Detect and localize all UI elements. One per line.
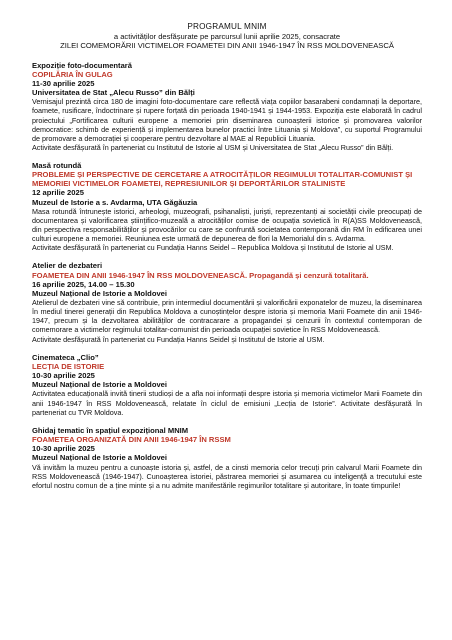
event-partners: Activitate desfășurată în parteneriat cu Fundația Hanns Seidel și Institutul de Istorie al USM. (32, 334, 325, 344)
event-kind: Masă rotundă (32, 160, 82, 170)
event-kind: Atelier de dezbateri (32, 261, 103, 271)
event-kind: Cinemateca „Clio” (32, 352, 99, 362)
event-partners: Activitate desfășurată în parteneriat cu Fundația Hanns Seidel – Republica Moldova și Institutul de Istorie al USM. (32, 243, 394, 253)
event-venue: Muzeul Național de Istorie a Moldovei (32, 288, 168, 298)
header-title: PROGRAMUL MNIM (187, 22, 267, 31)
event-title: PROBLEME ȘI PERSPECTIVE DE CERCETARE A ATROCITĂȚILOR REGIMULUI TOTALITAR-COMUNIST ȘI MEMORIEI VICTIMELOR FOAMETEI, REPRESIUNILOR ȘI DEPORTĂRILOR STALINISTE (32, 170, 413, 189)
event-kind: Expoziție foto-documentară (32, 60, 132, 70)
event-section-4 (32, 353, 422, 417)
event-title: LECȚIA DE ISTORIE (32, 361, 105, 371)
event-venue: Muzeul Național de Istorie a Moldovei (32, 380, 168, 390)
event-description: Vernisajul prezintă circa 180 de imagini foto-documentare care reflectă viața copiilor basarabeni condamnați la deportare, foamete, rusificare, îndoctrinare și rupere forțată din perioada 1940-1941 și 1944-1953. Expoziția este elaborată în cadrul proiectului „Fortificarea culturii europene a memoriei prin diseminarea cunoașterii istorice și promovarea valorilor democratice: schimb de experiență și implementarea bunelor practici între Lituania și Moldova”, cu suportul Programului de promovare a democrației și cooperare pentru dezvoltare al MAE al Republicii Lituania. (32, 97, 422, 143)
event-description: Vă invităm la muzeu pentru a cunoaște istoria și, astfel, de a cinsti memoria celor trecuți prin calvarul Marii Foamete din RSS Moldovenească (1946-1947). Cunoașterea istoriei, păstrarea memoriei și asumarea cu inteligență a trecutului este efortul nostru comun de a ține minte și a nu admite manifestările regimurilor totalitare și autoritare, în toate timpurile! (32, 462, 422, 490)
program-header (32, 22, 422, 51)
event-date: 12 aprilie 2025 (32, 188, 84, 198)
event-date: 11-30 aprilie 2025 (32, 78, 95, 88)
event-section-2 (32, 161, 422, 252)
event-section-5 (32, 426, 422, 490)
event-venue: Muzeul de Istorie a s. Avdarma, UTA Găgăuzia (32, 197, 198, 207)
event-title: FOAMETEA ORGANIZATĂ DIN ANII 1946-1947 ÎN RSSM (32, 434, 231, 444)
event-venue: Universitatea de Stat „Alecu Russo” din Bălți (32, 88, 195, 98)
event-date: 10-30 aprilie 2025 (32, 444, 95, 454)
event-description: Masa rotundă întrunește istorici, arheologi, muzeografi, psihanaliști, juriști, reprezentanți ai societății civile preocupați de documentarea și valorificarea științifico-muzeală a atrocităților comise de ocupația sovietică în R(A)SS Moldovenească, din perspectiva responsabilităților și provocărilor cu care se confruntă societatea contemporană din RM în edificarea unei culturi europene a memoriei. Reuniunea este urmată de depunerea de flori la Memorialul din s. Avdarma. (32, 206, 422, 244)
header-subtitle: a activităților desfășurate pe parcursul lunii aprilie 2025, consacrate (113, 31, 341, 41)
event-description: Activitatea educațională invită tinerii studioși de a afla noi informații despre istoria și memoria victimelor Marii Foamete din anii 1946-1947 în RSS Moldovenească, relatate în ciclul de emisiuni „Lecția de Istorie”. Activitate desfășurată în parteneriat cu TVR Moldova. (32, 389, 422, 417)
event-section-1 (32, 61, 422, 152)
event-description: Atelierul de dezbateri vine să contribuie, prin intermediul documentării și valorificării exponatelor de muzeu, la diseminarea în mediul tinerei generații din Republica Moldova a cunoștințelor despre istoria și memoria Marii Foamete din anii 1946-1947, precum și la dezvoltarea abilităților de contracarare a propagandei și cenzurii în contextul contemporan de comemorare a victimelor regimului totalitar-comunist din perioada ocupației sovietice în RSS Moldovenească. (32, 298, 422, 335)
event-date: 16 aprilie 2025, 14.00 – 15.30 (32, 279, 135, 289)
event-date: 10-30 aprilie 2025 (32, 371, 95, 381)
event-venue: Muzeul Național de Istorie a Moldovei (32, 453, 168, 463)
event-title: COPILĂRIA ÎN GULAG (32, 69, 113, 79)
event-kind: Ghidaj tematic în spațiul expozițional MNIM (32, 425, 189, 435)
header-occasion: ZILEI COMEMORĂRII VICTIMELOR FOAMETEI DIN ANII 1946-1947 ÎN RSS MOLDOVENEASCĂ (60, 41, 394, 50)
event-partners: Activitate desfășurată în parteneriat cu Institutul de Istorie al USM și Universitatea de Stat „Alecu Russo” din Bălți. (32, 142, 394, 152)
event-section-3 (32, 261, 422, 343)
event-title: FOAMETEA DIN ANII 1946-1947 ÎN RSS MOLDOVENEASCĂ. Propagandă și cenzură totalitară. (32, 270, 369, 280)
